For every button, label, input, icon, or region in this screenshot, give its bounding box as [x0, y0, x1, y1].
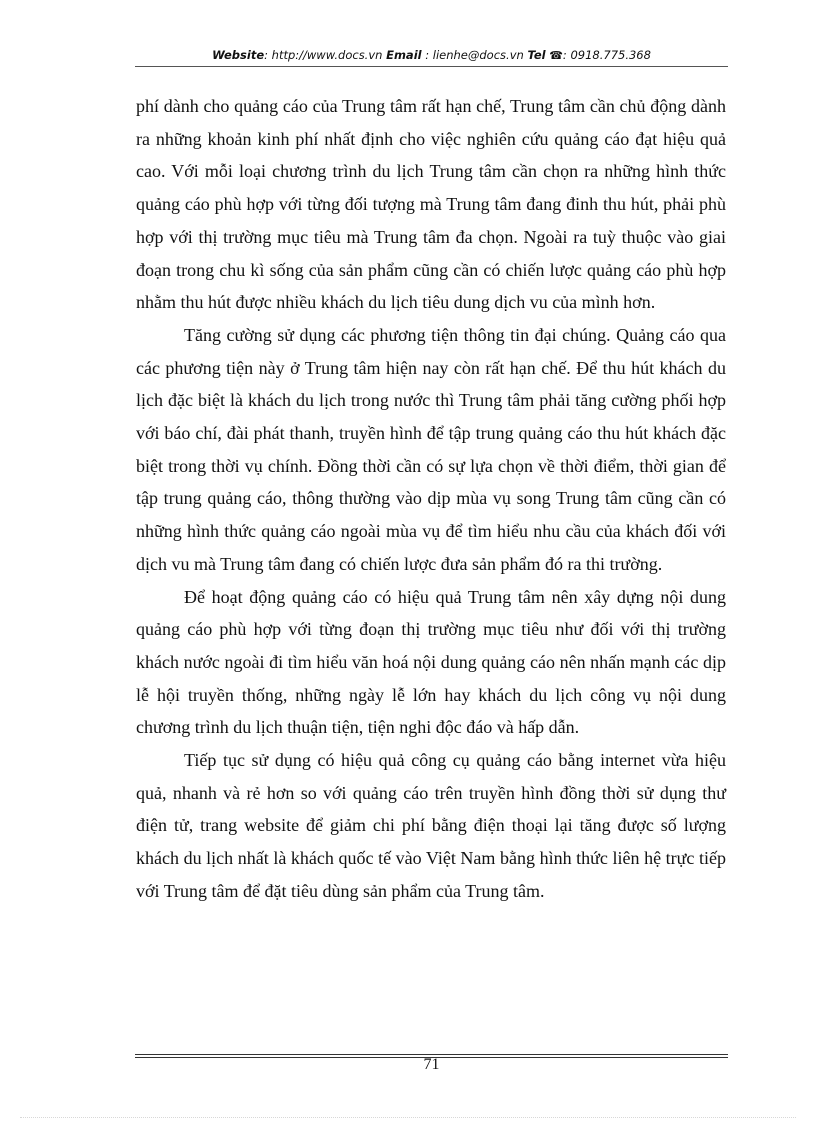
page-edge-divider	[20, 1117, 796, 1118]
website-label: Website	[212, 48, 265, 62]
email-value: : lienhe@docs.vn	[425, 48, 524, 62]
tel-value: : 0918.775.368	[562, 48, 651, 62]
page-header	[135, 48, 728, 62]
email-label: Email	[386, 48, 422, 62]
paragraph: Tiếp tục sử dụng có hiệu quả công cụ quảng cáo bằng internet vừa hiệu quả, nhanh và rẻ hơn so với quảng cáo trên truyền hình đồng thời sử dụng thư điện tử, trang website để giảm chi phí bằng điện thoại lại tăng được số lượng khách du lịch nhất là khách quốc tế vào Việt Nam bằng hình thức liên hệ trực tiếp với Trung tâm để đặt tiêu dùng sản phẩm của Trung tâm.	[136, 750, 726, 901]
page-number: 71	[423, 1056, 440, 1073]
document-body	[136, 90, 726, 908]
website-value: : http://www.docs.vn	[264, 48, 383, 62]
paragraph: Để hoạt động quảng cáo có hiệu quả Trung tâm nên xây dựng nội dung quảng cáo phù hợp với từng đoạn thị trường mục tiêu như đối với thị trường khách nước ngoài đi tìm hiểu văn hoá nội dung quảng cáo nên nhấn mạnh các dịp lễ hội truyền thống, những ngày lễ lớn hay khách du lịch công vụ nội dung chương trình du lịch thuận tiện, tiện nghi độc đáo và hấp dẫn.	[136, 586, 726, 738]
paragraph: Tăng cường sử dụng các phương tiện thông tin đại chúng. Quảng cáo qua các phương tiện này ở Trung tâm hiện nay còn rất hạn chế. Để thu hút khách du lịch đặc biệt là khách du lịch trong nước thì Trung tâm phải tăng cường phối hợp với báo chí, đài phát thanh, truyền hình để tập trung quảng cáo thu hút khách đặc biệt trong thời vụ chính. Đồng thời cần có sự lựa chọn về thời điểm, thời gian để tập trung quảng cáo, thông thường vào dịp mùa vụ song Trung tâm cũng cần có những hình thức quảng cáo ngoài mùa vụ để tìm hiểu nhu cầu của khách đối với dịch vu mà Trung tâm đang có chiến lược đưa sản phẩm đó ra thi trường.	[136, 324, 726, 574]
paragraph: phí dành cho quảng cáo của Trung tâm rất hạn chế, Trung tâm cần chủ động dành ra những khoản kinh phí nhất định cho việc nghiên cứu quảng cáo đạt hiệu quả cao. Với mỗi loại chương trình du lịch Trung tâm cần chọn ra những hình thức quảng cáo phù hợp với từng đối tượng mà Trung tâm đang đinh thu hút, phải phù hợp với thị trường mục tiêu mà Trung tâm đa chọn. Ngoài ra tuỳ thuộc vào giai đoạn trong chu kì sống của sản phẩm cũng cần có chiến lược quảng cáo phù hợp nhằm thu hút được nhiều khách du lịch tiêu dung dịch vu của mình hơn.	[136, 96, 726, 313]
phone-icon: ☎	[549, 49, 563, 62]
tel-label: Tel	[527, 48, 546, 62]
footer-divider	[135, 1054, 728, 1055]
header-divider	[135, 66, 728, 67]
